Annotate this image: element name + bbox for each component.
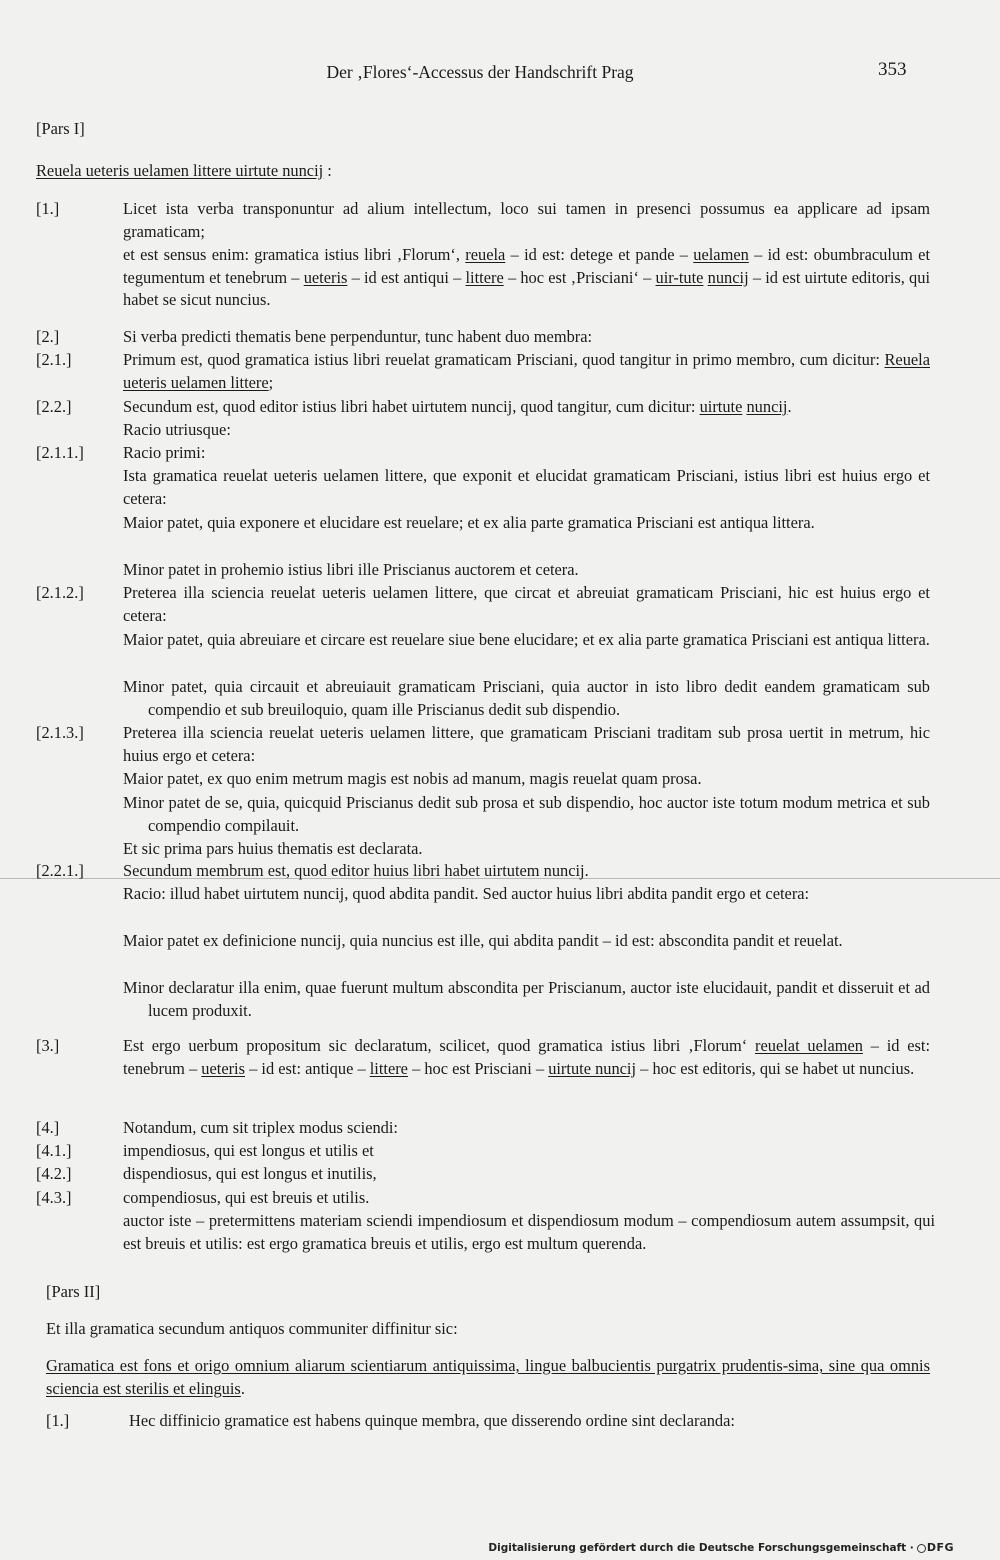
paragraph-text: Racio: illud habet uirtutem nuncij, quod abdita pandit. Sed auctor huius libri abdita pandit ergo et cetera: — [123, 884, 810, 903]
paragraph-text: Minor patet in prohemio istius libri ille Priscianus auctorem et cetera. — [123, 560, 579, 579]
paragraph-text: Maior patet ex definicione nuncij, quia nuncius est ille, qui abdita pandit – id est: abscondita pandit et reuelat. — [123, 931, 843, 950]
paragraph-text: Notandum, cum sit triplex modus sciendi: — [123, 1118, 398, 1137]
section-heading-pars-2: [Pars II] — [46, 1282, 101, 1301]
paragraph-number: [1.] — [36, 199, 60, 218]
credit-text: Digitalisierung gefördert durch die Deutsche Forschungsgemeinschaft · — [488, 1542, 914, 1554]
paragraph-text: Maior patet, ex quo enim metrum magis est nobis ad manum, magis reuelat quam prosa. — [123, 769, 702, 788]
paragraph-text: Primum est, quod gramatica istius libri reuelat gramaticam Prisciani, quod tangitur in primo membro, cum dicitur: Reuela ueteris uelamen littere; — [123, 350, 930, 392]
dfg-logo-icon — [917, 1544, 926, 1553]
paragraph-number: [2.] — [36, 327, 60, 346]
definition-thema-text: Gramatica est fons et origo omnium aliarum scientiarum antiquissima, lingue balbucientis purgatrix prudentis-sima, sine qua omnis sciencia est sterilis et elinguis — [46, 1356, 930, 1398]
paragraph-text: Racio primi: — [123, 443, 206, 462]
paragraph-text: Preterea illa sciencia reuelat ueteris uelamen littere, que circat et abreuiat gramaticam Prisciani, hic est huius ergo et cetera: — [123, 583, 930, 625]
paragraph-number: [2.2.1.] — [36, 861, 84, 880]
paragraph-number: [2.1.2.] — [36, 583, 84, 602]
paragraph-number: [4.2.] — [36, 1164, 72, 1183]
definition-thema — [46, 1355, 930, 1400]
paragraph-text: Maior patet, quia abreuiare et circare est reuelare siue bene elucidare; et ex alia parte gramatica Prisciani est antiqua littera. — [123, 630, 930, 649]
paragraph-text: Minor declaratur illa enim, quae fuerunt multum abscondita per Priscianum, auctor iste elucidauit, pandit et disseruit et ad lucem produxit. — [123, 978, 930, 1020]
thema-punct: : — [323, 161, 332, 180]
paragraph-number: [4.3.] — [36, 1188, 72, 1207]
page-number: 353 — [878, 59, 907, 80]
paragraph-number: [2.1.1.] — [36, 443, 84, 462]
paragraph-number: [4.1.] — [36, 1141, 72, 1160]
section-heading-pars-1: [Pars I] — [36, 119, 85, 138]
paragraph-text: Hec diffinicio gramatice est habens quinque membra, que disserendo ordine sint declaranda: — [129, 1411, 735, 1430]
paragraph-text: Preterea illa sciencia reuelat ueteris uelamen littere, que gramaticam Prisciani traditam sub prosa uertit in metrum, hic huius ergo et cetera: — [123, 723, 930, 765]
paragraph-text: impendiosus, qui est longus et utilis et — [123, 1141, 374, 1160]
paragraph-text: Est ergo uerbum propositum sic declaratum, scilicet, quod gramatica istius libri ‚Florum‘ reuelat uelamen – id est: tenebrum – ueteris – id est: antique – littere – hoc est Prisciani – uirtute nuncij – hoc est editoris, qui se habet ut nuncius. — [123, 1036, 930, 1078]
paragraph-text: dispendiosus, qui est longus et inutilis, — [123, 1164, 377, 1183]
paragraph-text: et est sensus enim: gramatica istius libri ‚Florum‘, reuela – id est: detege et pande – uelamen – id est: obumbraculum et tegumentum et tenebrum – ueteris – id est antiqui – littere – hoc est ‚Prisciani‘ – uir-tute nuncij – id est uirtute editoris, qui habet se sicut nuncius. — [123, 245, 930, 309]
paragraph-text: Minor patet de se, quia, quicquid Priscianus dedit sub prosa et sub dispendio, hoc auctor iste totum modum metrica et sub compendio compilauit. — [123, 793, 930, 835]
digitization-credit — [488, 1537, 954, 1560]
paragraph-text: Si verba predicti thematis bene perpenduntur, tunc habent duo membra: — [123, 327, 593, 346]
paragraph-number: [3.] — [36, 1036, 60, 1055]
paragraph-number: [2.2.] — [36, 397, 72, 416]
dfg-logo-text: DFG — [926, 1541, 954, 1554]
paragraph-text: Ista gramatica reuelat ueteris uelamen littere, que exponit et elucidat gramaticam Prisciani, istius libri est huius ergo et cetera: — [123, 466, 930, 508]
thema-text: Reuela ueteris uelamen littere uirtute nuncij — [36, 161, 324, 180]
paragraph-number: [4.] — [36, 1118, 60, 1137]
paragraph-number: [2.1.3.] — [36, 723, 84, 742]
paragraph-number: [1.] — [46, 1411, 70, 1430]
definition-intro: Et illa gramatica secundum antiquos communiter diffinitur sic: — [46, 1319, 458, 1338]
paragraph-text: Secundum membrum est, quod editor huius libri habet uirtutem nuncij. — [123, 861, 589, 880]
paragraph-number: [2.1.] — [36, 350, 72, 369]
paragraph-text: Secundum est, quod editor istius libri habet uirtutem nuncij, quod tangitur, cum dicitur: uirtute nuncij. — [123, 397, 792, 416]
paragraph-text: Et sic prima pars huius thematis est declarata. — [123, 839, 423, 858]
running-title: Der ‚Flores‘-Accessus der Handschrift Prag — [326, 62, 634, 82]
paragraph-text: compendiosus, qui est breuis et utilis. — [123, 1188, 370, 1207]
dfg-logo — [917, 1537, 954, 1560]
paragraph-text: Maior patet, quia exponere et elucidare est reuelare; et ex alia parte gramatica Prisciani est antiqua littera. — [123, 513, 815, 532]
paragraph-text: auctor iste – pretermittens materiam sciendi impendiosum et dispendiosum modum – compendiosum autem assumpsit, qui est breuis et utilis: est ergo gramatica breuis et utilis, ergo est multum querenda. — [123, 1211, 935, 1253]
definition-thema-punct: . — [240, 1378, 245, 1398]
paragraph-text: Licet ista verba transponuntur ad alium intellectum, loco sui tamen in presenci possumus ea applicare ad ipsam gramaticam; — [123, 199, 930, 241]
paragraph-text: Minor patet, quia circauit et abreuiauit gramaticam Prisciani, quia auctor in isto libro dedit eandem gramaticam sub compendio et sub breuiloquio, quam ille Priscianus dedit sub dispendio. — [123, 677, 930, 719]
thema-line — [36, 160, 332, 183]
paragraph-text: Racio utriusque: — [123, 420, 231, 439]
